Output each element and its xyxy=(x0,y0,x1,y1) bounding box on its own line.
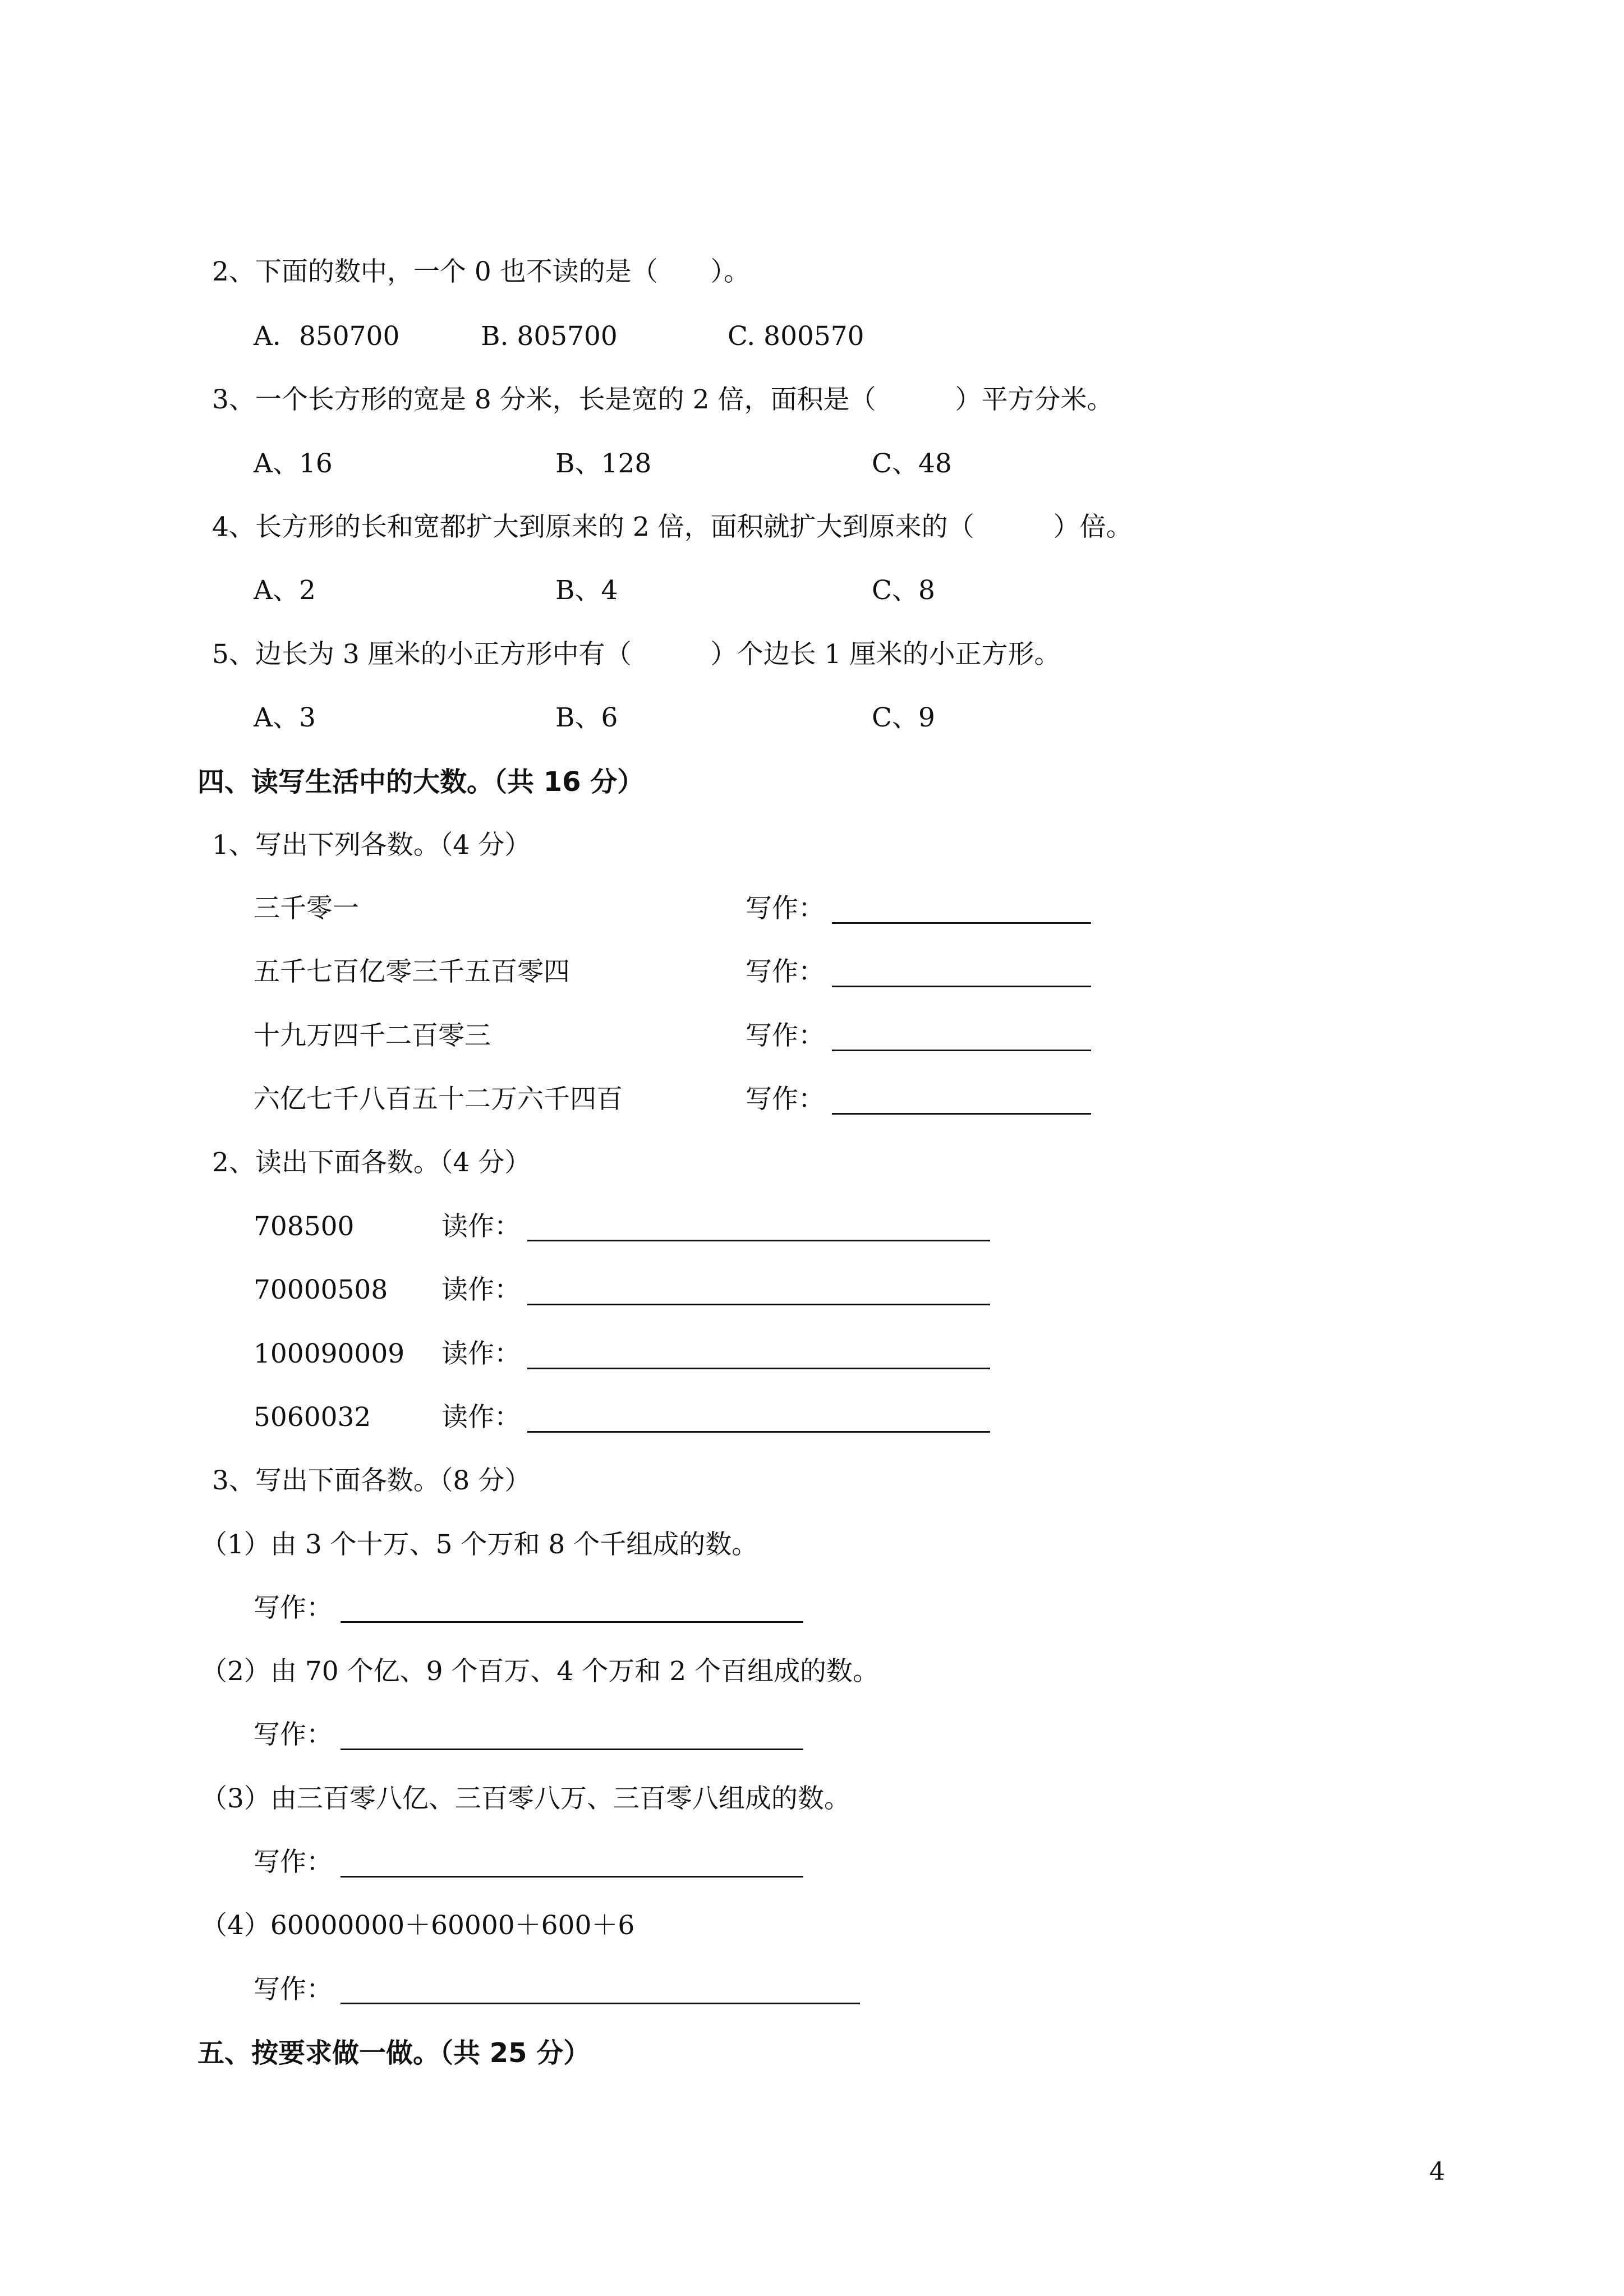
question-5-option-c: C、9 xyxy=(872,702,935,733)
question-4-stem: 4、长方形的长和宽都扩大到原来的 2 倍，面积就扩大到原来的（ ）倍。 xyxy=(212,512,1133,542)
question-4-option-a: A、2 xyxy=(254,575,316,606)
part-2-item-2-label: 读作： xyxy=(441,1274,521,1305)
answer-line[interactable] xyxy=(341,1621,803,1623)
part-3-title: 3、写出下面各数。（8 分） xyxy=(212,1465,531,1496)
part-2-item-2-number: 70000508 xyxy=(254,1274,388,1305)
question-2-option-b: B. 805700 xyxy=(481,321,618,352)
answer-line[interactable] xyxy=(341,1876,803,1878)
part-1-item-4-label: 写作： xyxy=(746,1084,825,1115)
section-5-heading: 五、按要求做一做。（共 25 分） xyxy=(197,2037,591,2069)
part-3-question-3-label: 写作： xyxy=(254,1847,333,1878)
part-1-item-1-label: 写作： xyxy=(746,893,825,924)
part-1-title: 1、写出下列各数。（4 分） xyxy=(212,830,531,861)
question-3-option-c: C、48 xyxy=(872,448,952,479)
part-1-item-4-text: 六亿七千八百五十二万六千四百 xyxy=(254,1084,623,1115)
page-number: 4 xyxy=(1429,2157,1445,2186)
part-2-item-3-number: 100090009 xyxy=(254,1338,405,1369)
question-3-stem: 3、一个长方形的宽是 8 分米，长是宽的 2 倍，面积是（ ）平方分米。 xyxy=(212,384,1114,415)
question-2-option-a: A．850700 xyxy=(254,321,400,352)
question-5-option-b: B、6 xyxy=(555,702,618,733)
part-2-item-4-number: 5060032 xyxy=(254,1402,371,1433)
part-1-item-3-text: 十九万四千二百零三 xyxy=(254,1020,491,1051)
answer-line[interactable] xyxy=(527,1304,990,1305)
answer-line[interactable] xyxy=(832,1113,1091,1115)
question-5-option-a: A、3 xyxy=(254,702,316,733)
part-3-question-1-label: 写作： xyxy=(254,1593,333,1623)
part-3-question-2: （2）由 70 个亿、9 个百万、4 个万和 2 个百组成的数。 xyxy=(201,1656,880,1687)
part-3-question-3: （3）由三百零八亿、三百零八万、三百零八组成的数。 xyxy=(201,1783,850,1814)
part-1-item-3-label: 写作： xyxy=(746,1020,825,1051)
part-1-item-1-text: 三千零一 xyxy=(254,893,359,924)
answer-line[interactable] xyxy=(527,1240,990,1241)
answer-line[interactable] xyxy=(832,986,1091,987)
part-2-item-3-label: 读作： xyxy=(441,1338,521,1369)
question-5-stem: 5、边长为 3 厘米的小正方形中有（ ）个边长 1 厘米的小正方形。 xyxy=(212,639,1061,670)
part-2-title: 2、读出下面各数。（4 分） xyxy=(212,1147,531,1178)
part-1-item-2-label: 写作： xyxy=(746,956,825,987)
part-2-item-1-label: 读作： xyxy=(441,1211,521,1242)
answer-line[interactable] xyxy=(832,1050,1091,1051)
part-2-item-4-label: 读作： xyxy=(441,1402,521,1433)
answer-line[interactable] xyxy=(341,2003,860,2004)
question-4-option-b: B、4 xyxy=(555,575,618,606)
answer-line[interactable] xyxy=(832,922,1091,924)
question-3-option-a: A、16 xyxy=(254,448,333,479)
section-4-heading: 四、读写生活中的大数。（共 16 分） xyxy=(197,766,645,798)
part-2-item-1-number: 708500 xyxy=(254,1211,355,1242)
part-3-question-1: （1）由 3 个十万、5 个万和 8 个千组成的数。 xyxy=(201,1529,758,1560)
part-3-question-2-label: 写作： xyxy=(254,1719,333,1750)
part-1-item-2-text: 五千七百亿零三千五百零四 xyxy=(254,956,570,987)
answer-line[interactable] xyxy=(527,1368,990,1369)
answer-line[interactable] xyxy=(341,1749,803,1750)
part-3-question-4-label: 写作： xyxy=(254,1974,333,2005)
question-2-option-c: C. 800570 xyxy=(728,321,864,352)
answer-line[interactable] xyxy=(527,1431,990,1433)
question-3-option-b: B、128 xyxy=(555,448,652,479)
question-4-option-c: C、8 xyxy=(872,575,935,606)
part-3-question-4: （4）60000000＋60000＋600＋6 xyxy=(201,1910,635,1941)
question-2-stem: 2、下面的数中，一个 0 也不读的是（ ）。 xyxy=(212,256,751,287)
